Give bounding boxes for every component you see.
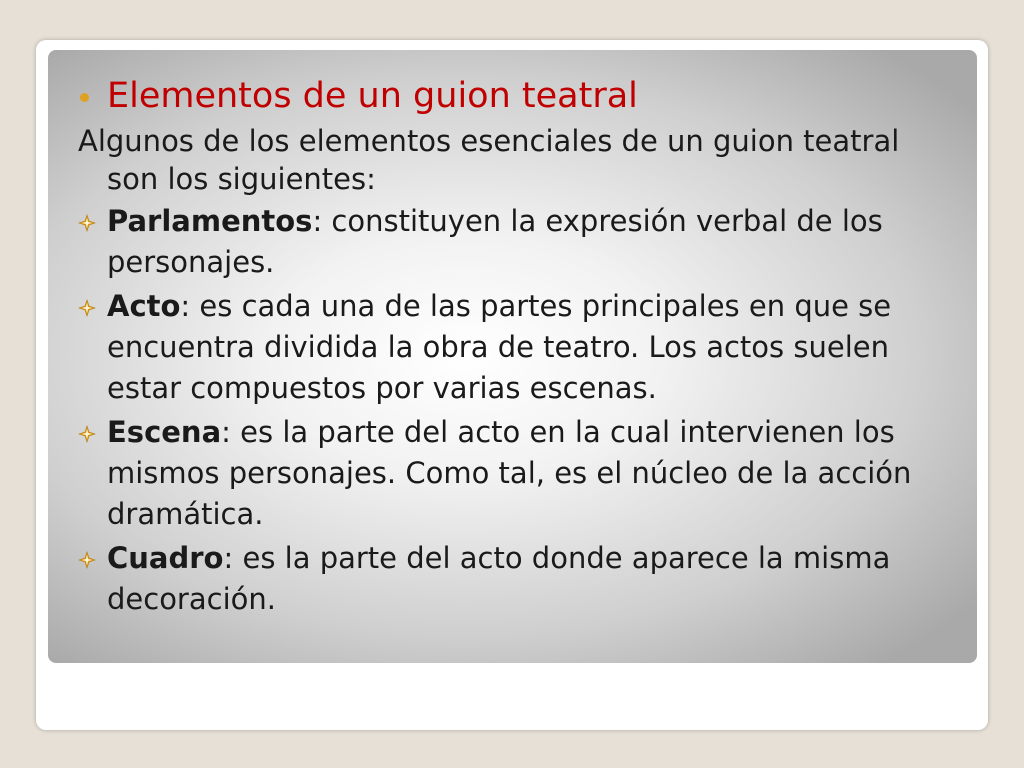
list-item-parlamentos <box>78 201 958 283</box>
slide-title: Elementos de un guion teatral <box>107 76 638 116</box>
item-text: : es la parte del acto donde aparece la misma decoración. <box>107 541 891 616</box>
item-term: Cuadro <box>107 541 224 575</box>
diamond-bullet-icon <box>78 214 96 232</box>
list-item-acto <box>78 286 958 409</box>
item-term: Acto <box>107 289 181 323</box>
diamond-bullet-icon <box>78 551 96 569</box>
slide-title-row <box>78 72 958 120</box>
list-item-escena <box>78 412 958 535</box>
round-bullet-icon <box>80 93 89 102</box>
item-text: : constituyen la expresión verbal de los personajes. <box>107 204 883 279</box>
intro-text: Algunos de los elementos esenciales de un guion teatral son los siguientes: <box>78 124 900 196</box>
diamond-bullet-icon <box>78 425 96 443</box>
item-term: Parlamentos <box>107 204 313 238</box>
list-item-cuadro <box>78 538 958 620</box>
item-text: : es la parte del acto en la cual intervienen los mismos personajes. Como tal, es el núcleo de la acción dramática. <box>107 415 912 531</box>
slide-content <box>78 72 958 623</box>
item-term: Escena <box>107 415 222 449</box>
diamond-bullet-icon <box>78 299 96 317</box>
item-text: : es cada una de las partes principales en que se encuentra dividida la obra de teatro. Los actos suelen estar compuestos por varias escenas. <box>107 289 892 405</box>
